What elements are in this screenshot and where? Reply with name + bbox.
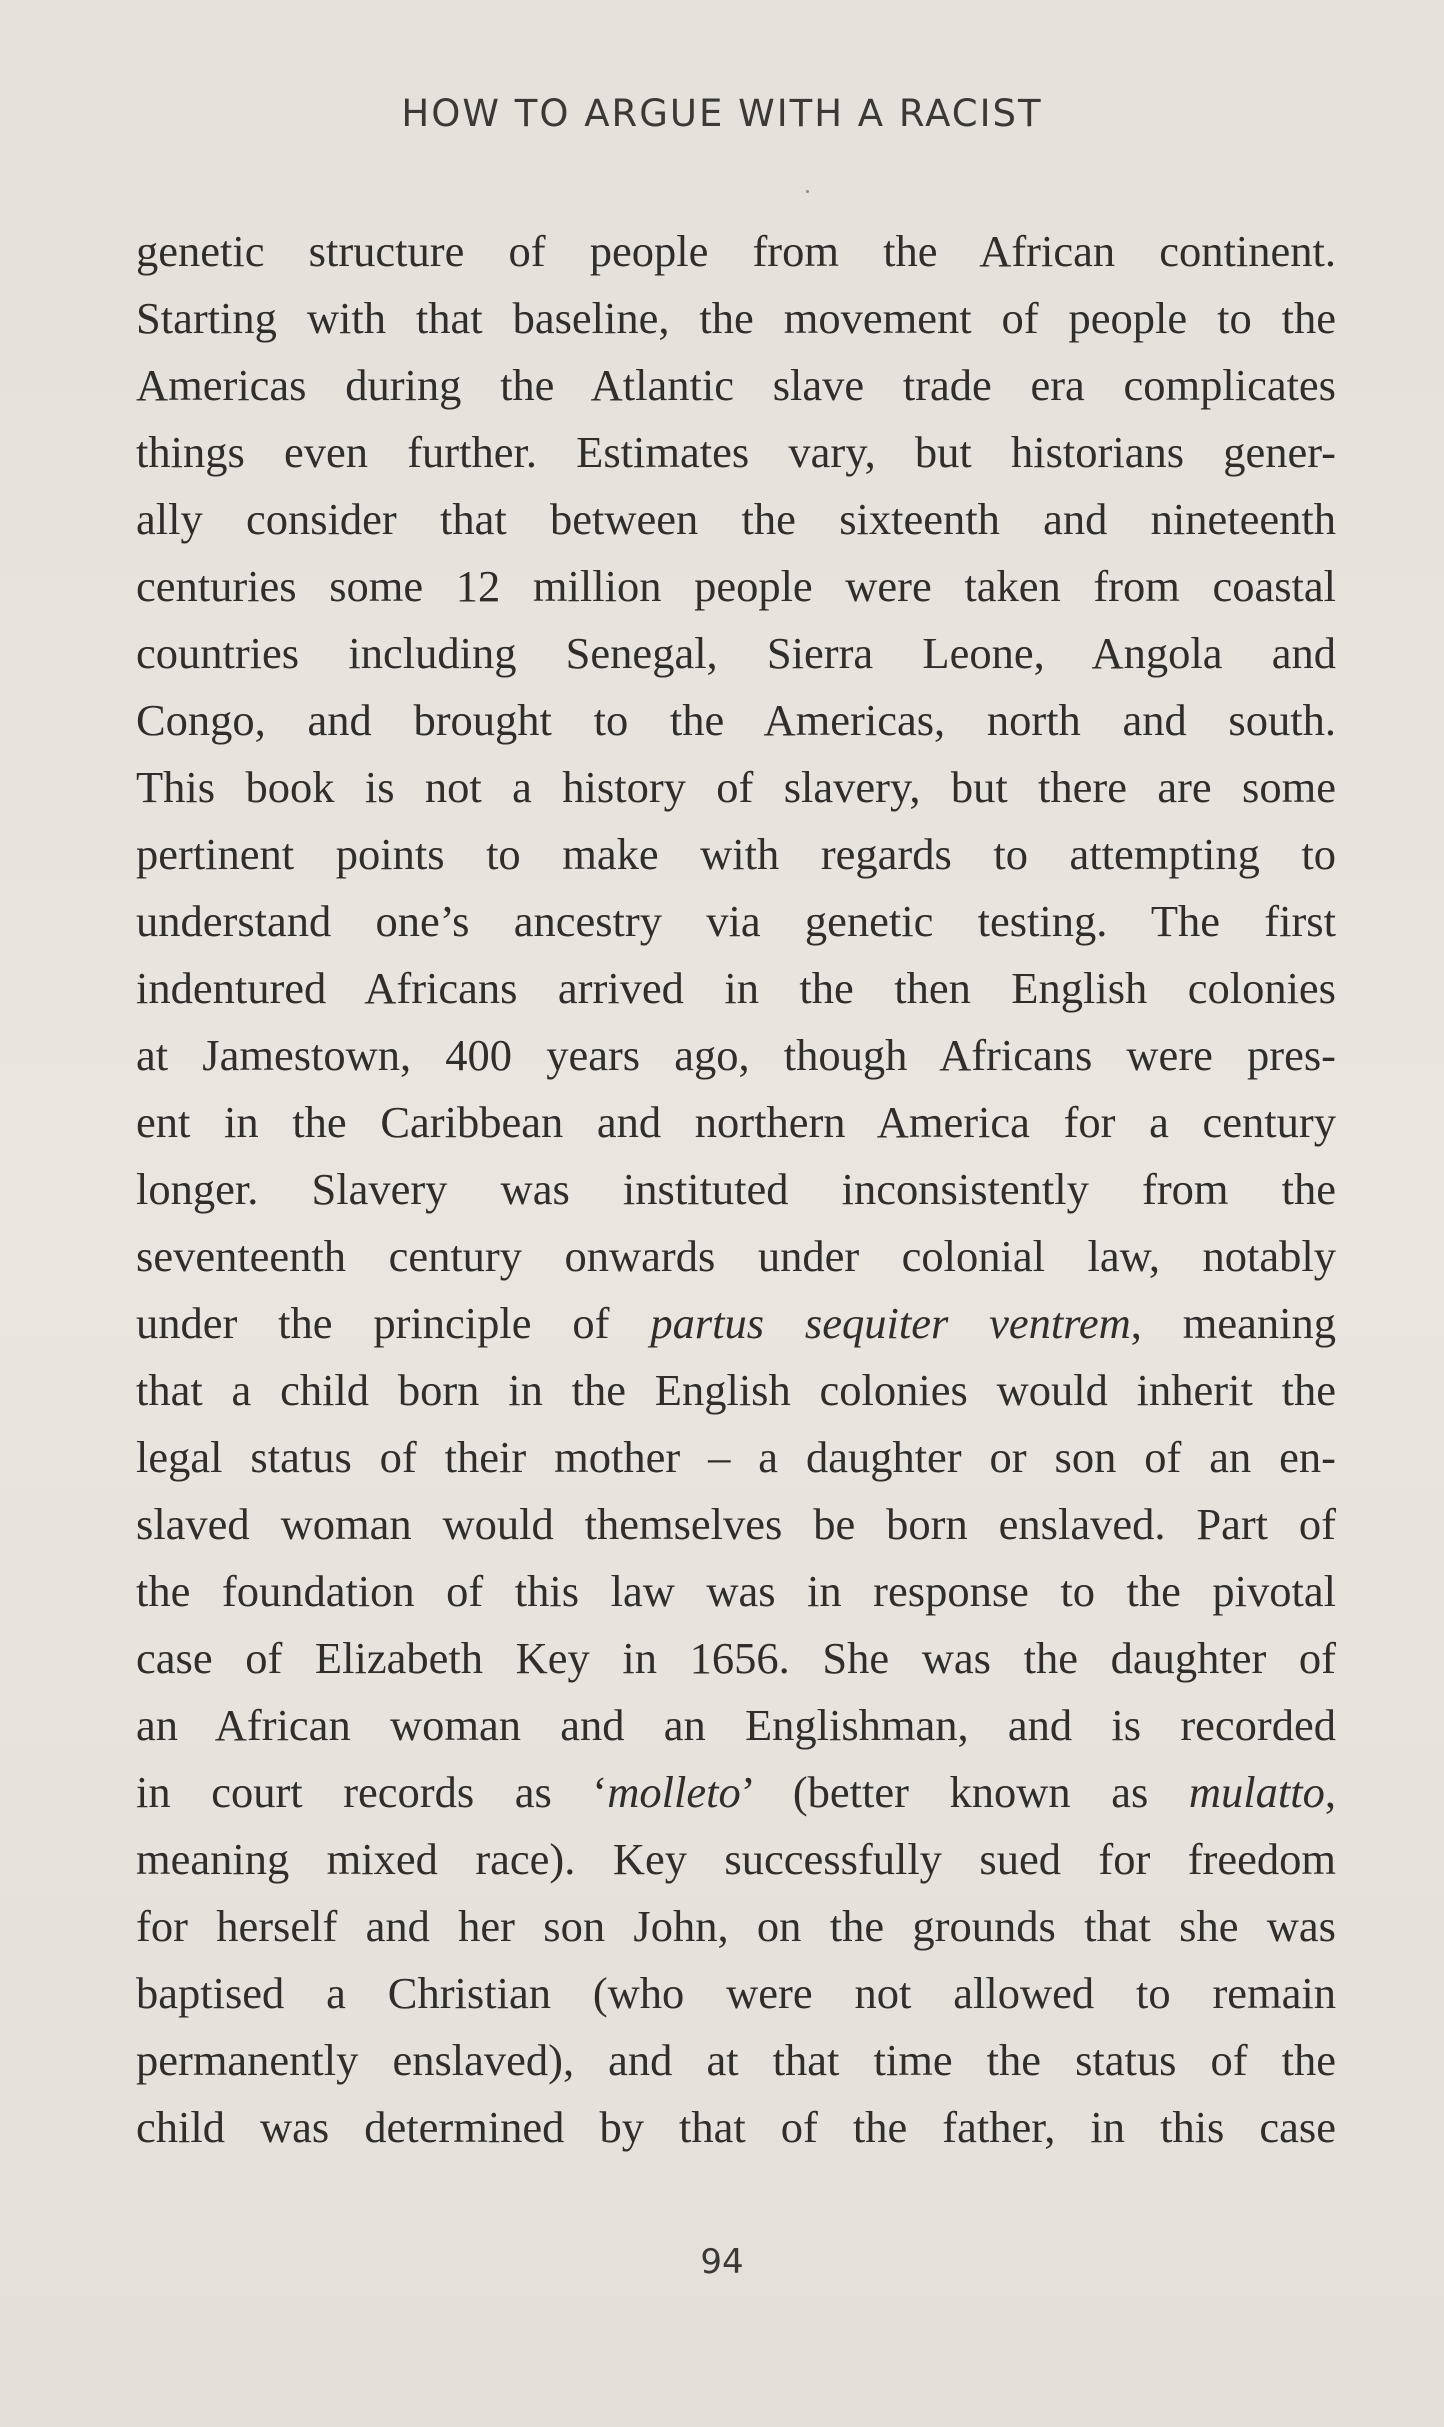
- text-line: ent in the Caribbean and northern America for a century: [136, 1097, 1336, 1147]
- text-line: genetic structure of people from the African continent.: [136, 226, 1336, 276]
- text-line: understand one’s ancestry via genetic testing. The first: [136, 896, 1336, 946]
- text-line: longer. Slavery was instituted inconsistently from the: [136, 1164, 1336, 1214]
- body-text: [136, 218, 1336, 2161]
- text-line: case of Elizabeth Key in 1656. She was the daughter of: [136, 1633, 1336, 1683]
- text-line: for herself and her son John, on the grounds that she was: [136, 1901, 1336, 1951]
- text-line: pertinent points to make with regards to attempting to: [136, 829, 1336, 879]
- text-line: child was determined by that of the father, in this case: [136, 2102, 1336, 2152]
- text-line: This book is not a history of slavery, but there are some: [136, 762, 1336, 812]
- italic-term: mulatto: [1188, 1767, 1325, 1817]
- text-line: Starting with that baseline, the movement of people to the: [136, 293, 1336, 343]
- text-line: seventeenth century onwards under colonial law, notably: [136, 1231, 1336, 1281]
- text-line: in court records as ‘molleto’ (better known as mulatto,: [136, 1767, 1336, 1817]
- text-line: slaved woman would themselves be born enslaved. Part of: [136, 1499, 1336, 1549]
- text-line: centuries some 12 million people were taken from coastal: [136, 561, 1336, 611]
- text-line: an African woman and an Englishman, and is recorded: [136, 1700, 1336, 1750]
- text-line: Americas during the Atlantic slave trade era complicates: [136, 360, 1336, 410]
- italic-phrase: partus sequiter ventrem: [650, 1298, 1131, 1348]
- text-line: countries including Senegal, Sierra Leone, Angola and: [136, 628, 1336, 678]
- running-head: HOW TO ARGUE WITH A RACIST: [401, 92, 1043, 135]
- text-line: ally consider that between the sixteenth and nineteenth: [136, 494, 1336, 544]
- text-line: baptised a Christian (who were not allowed to remain: [136, 1968, 1336, 2018]
- text-line: the foundation of this law was in response to the pivotal: [136, 1566, 1336, 1616]
- page-number: 94: [700, 2242, 744, 2282]
- text-line: under the principle of partus sequiter ventrem, meaning: [136, 1298, 1336, 1348]
- italic-term: molleto: [607, 1767, 741, 1817]
- text-line: that a child born in the English colonies would inherit the: [136, 1365, 1336, 1415]
- text-line: indentured Africans arrived in the then English colonies: [136, 963, 1336, 1013]
- text-line: permanently enslaved), and at that time the status of the: [136, 2035, 1336, 2085]
- text-line: meaning mixed race). Key successfully sued for freedom: [136, 1834, 1336, 1884]
- text-line: things even further. Estimates vary, but historians gener-: [136, 427, 1336, 477]
- text-line: Congo, and brought to the Americas, north and south.: [136, 695, 1336, 745]
- text-line: legal status of their mother – a daughter or son of an en-: [136, 1432, 1336, 1482]
- text-line: at Jamestown, 400 years ago, though Africans were pres-: [136, 1030, 1336, 1080]
- page-speck: [806, 190, 809, 193]
